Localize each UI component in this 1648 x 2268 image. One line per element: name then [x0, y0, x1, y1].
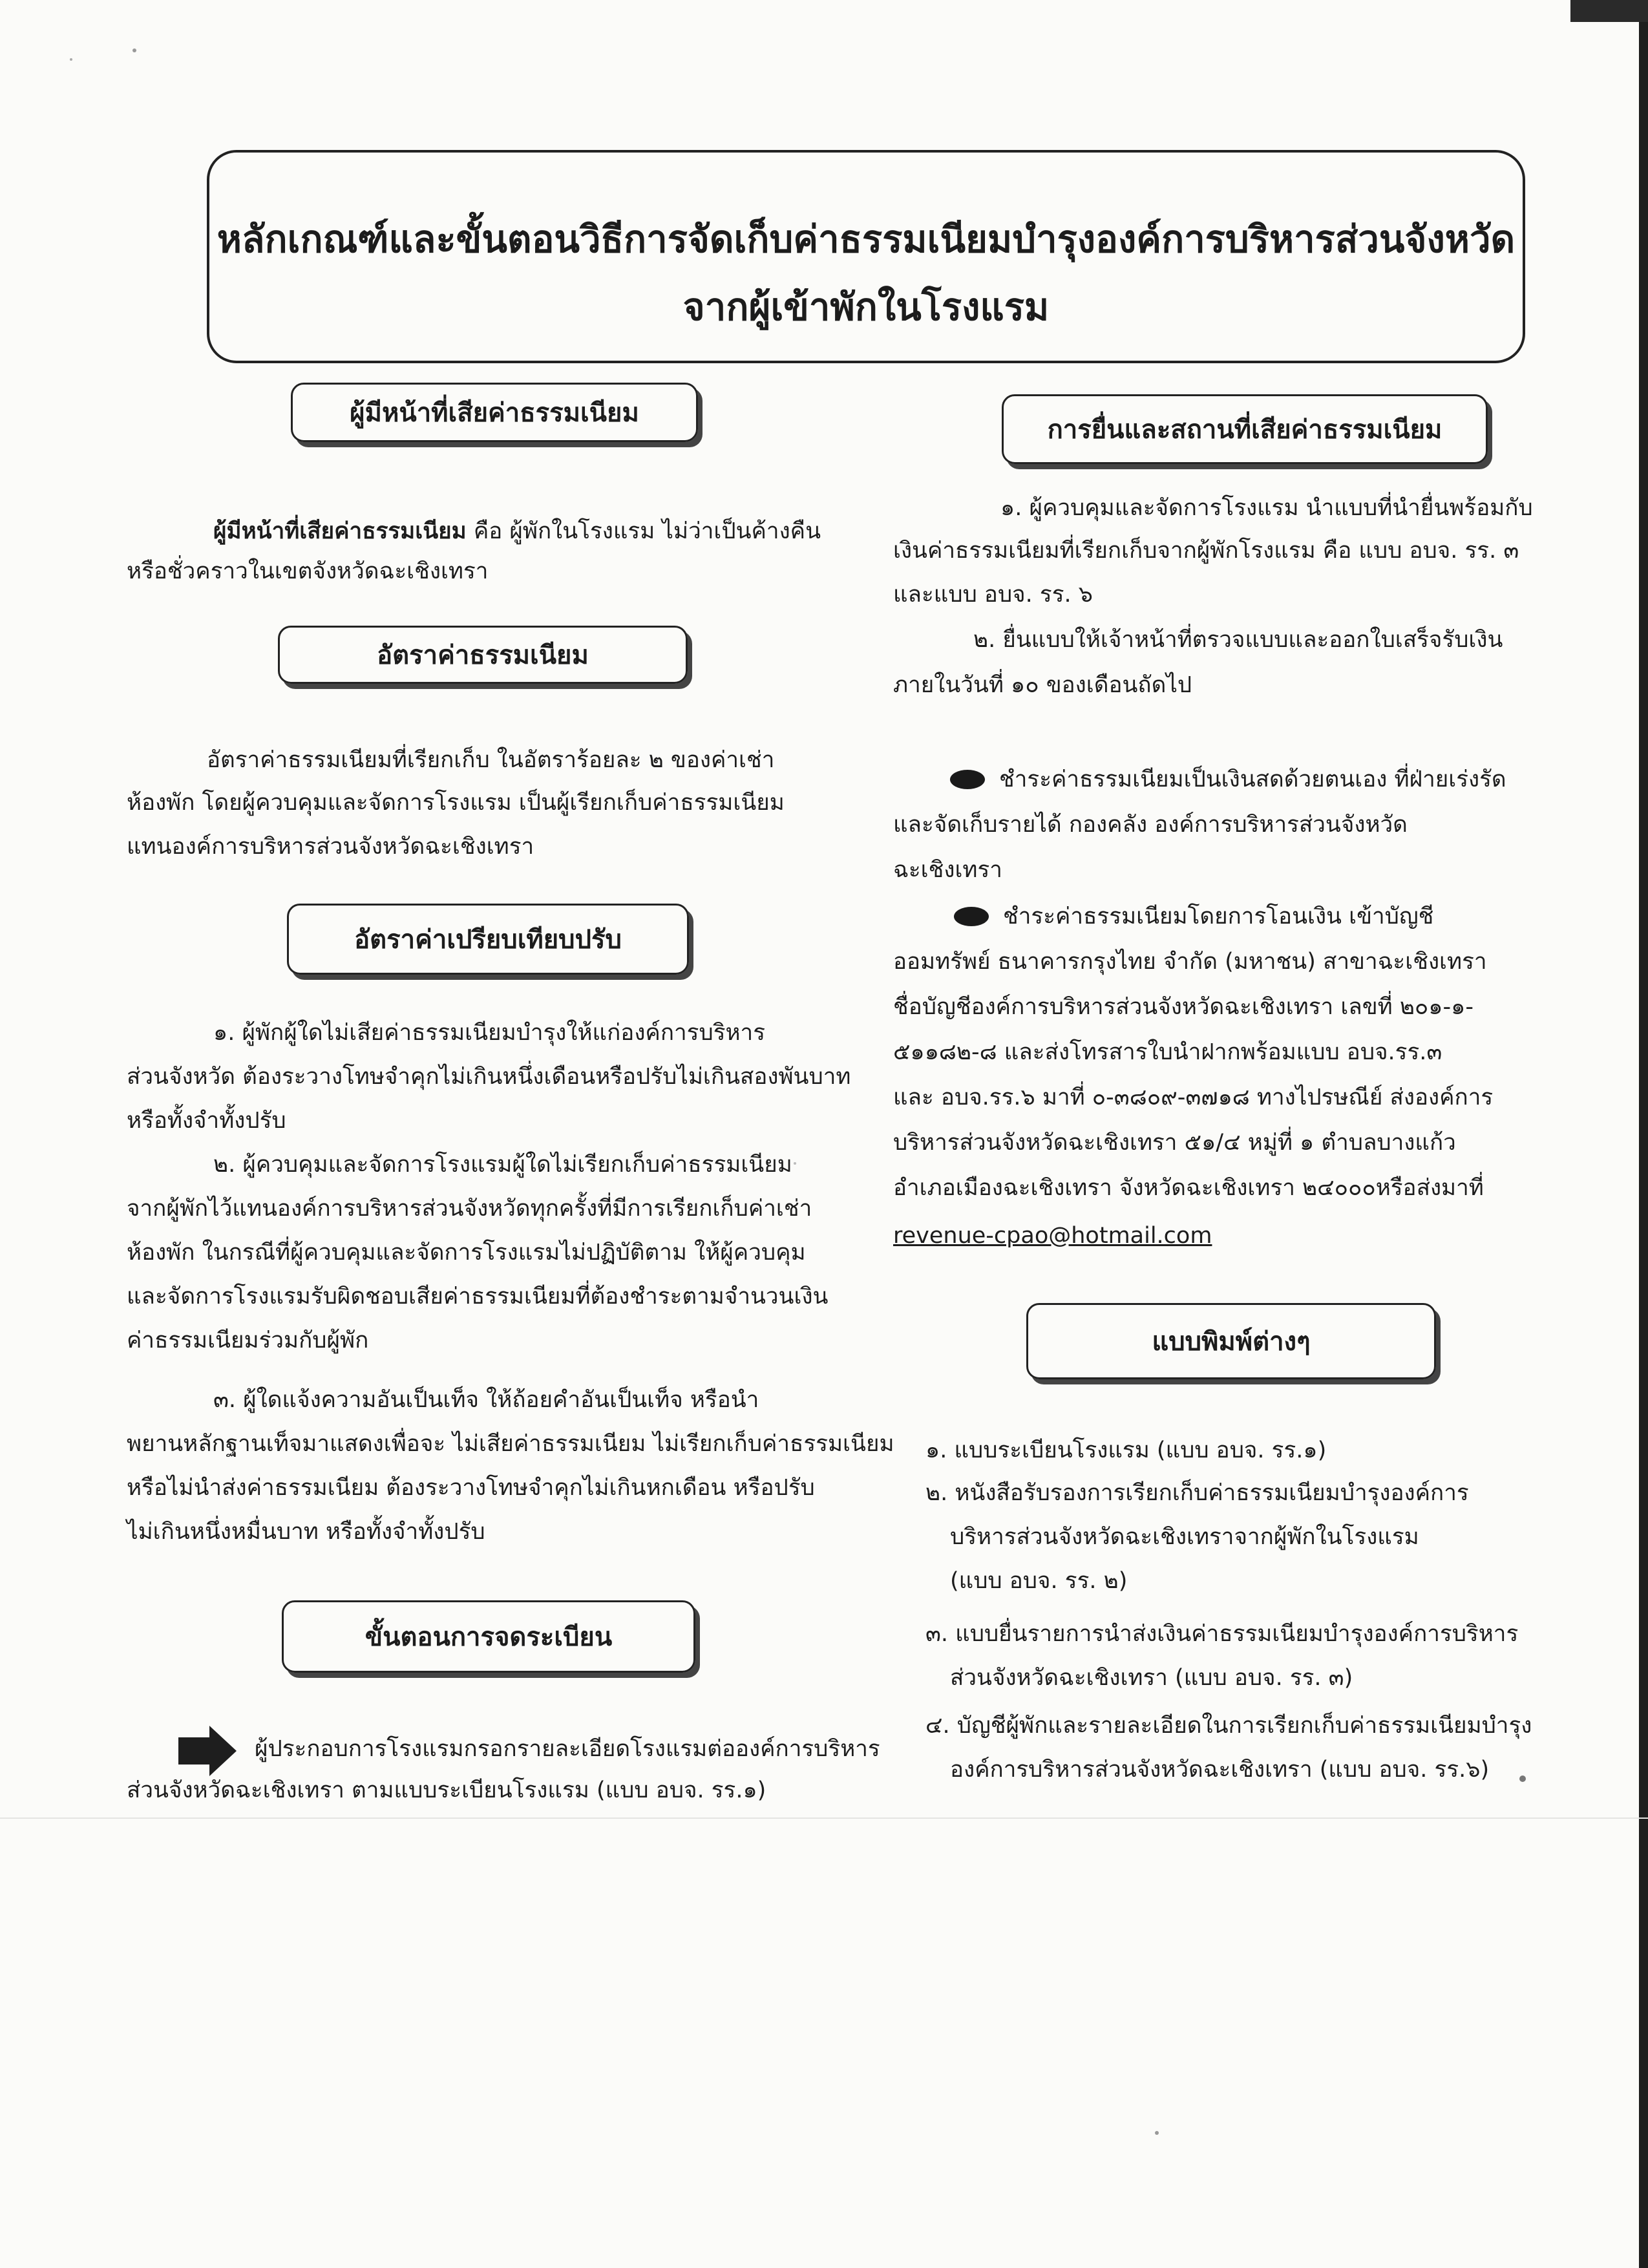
speck	[794, 1162, 796, 1165]
transfer-text-line-2: ออมทรัพย์ ธนาคารกรุงไทย จำกัด (มหาชน) สาขาฉะเชิงเทรา	[893, 949, 1487, 975]
forms-item-4-line-1: ๔. บัญชีผู้พักและรายละเอียดในการเรียกเก็บค่าธรรมเนียมบำรุง	[925, 1713, 1532, 1739]
section-heading-forms: แบบพิมพ์ต่างๆ	[1026, 1303, 1436, 1379]
forms-item-1: ๑. แบบระเบียนโรงแรม (แบบ อบจ. รร.๑)	[925, 1437, 1327, 1463]
speck	[70, 58, 72, 61]
fine-text-line-11: หรือไม่นำส่งค่าธรรมเนียม ต้องระวางโทษจำคุกไม่เกินหกเดือน หรือปรับ	[127, 1475, 815, 1501]
forms-item-2-line-3: (แบบ อบจ. รร. ๒)	[950, 1568, 1128, 1594]
forms-item-3-line-1: ๓. แบบยื่นรายการนำส่งเงินค่าธรรมเนียมบำรุงองค์การบริหาร	[925, 1621, 1519, 1647]
transfer-text-line-6: บริหารส่วนจังหวัดฉะเชิงเทรา ๕๑/๔ หมู่ที่ ๑ ตำบลบางแก้ว	[893, 1130, 1456, 1156]
filing-text-line-3: และแบบ อบจ. รร. ๖	[893, 582, 1093, 608]
fine-text-line-7: และจัดการโรงแรมรับผิดชอบเสียค่าธรรมเนียมที่ต้องชำระตามจำนวนเงิน	[127, 1284, 829, 1309]
speck	[132, 48, 136, 52]
payer-term: ผู้มีหน้าที่เสียค่าธรรมเนียม	[213, 518, 467, 544]
fine-text-line-2: ส่วนจังหวัด ต้องระวางโทษจำคุกไม่เกินหนึ่งเดือนหรือปรับไม่เกินสองพันบาท	[127, 1064, 851, 1090]
speck	[1519, 1775, 1526, 1782]
fine-text-line-12: ไม่เกินหนึ่งหมื่นบาท หรือทั้งจำทั้งปรับ	[127, 1519, 485, 1545]
fine-text-line-9: ๓. ผู้ใดแจ้งความอันเป็นเท็จ ให้ถ้อยคำอันเป็นเท็จ หรือนำ	[213, 1387, 759, 1413]
document-title-line-2: จากผู้เข้าพักในโรงแรม	[682, 285, 1050, 329]
section-heading-payer: ผู้มีหน้าที่เสียค่าธรรมเนียม	[291, 383, 698, 442]
payer-text-line-2: หรือชั่วคราวในเขตจังหวัดฉะเชิงเทรา	[127, 558, 489, 584]
forms-item-3-line-2: ส่วนจังหวัดฉะเชิงเทรา (แบบ อบจ. รร. ๓)	[950, 1665, 1353, 1691]
section-heading-filing: การยื่นและสถานที่เสียค่าธรรมเนียม	[1002, 394, 1488, 464]
transfer-text: ชำระค่าธรรมเนียมโดยการโอนเงิน เข้าบัญชี	[1003, 904, 1434, 929]
payer-definition: คือ ผู้พักในโรงแรม ไม่ว่าเป็นค้างคืน	[466, 518, 821, 544]
register-text-line-2: ส่วนจังหวัดฉะเชิงเทรา ตามแบบระเบียนโรงแรม (แบบ อบจ. รร.๑)	[127, 1777, 766, 1803]
transfer-text-line-5: และ อบจ.รร.๖ มาที่ ๐-๓๘๐๙-๓๗๑๘ ทางไปรษณีย์ ส่งองค์การ	[893, 1085, 1494, 1110]
rate-text-line-3: แทนองค์การบริหารส่วนจังหวัดฉะเชิงเทรา	[127, 834, 534, 860]
fine-text-line-8: ค่าธรรมเนียมร่วมกับผู้พัก	[127, 1328, 369, 1353]
transfer-text-line-7: อำเภอเมืองฉะเชิงเทรา จังหวัดฉะเชิงเทรา ๒๔๐๐๐หรือส่งมาที่	[893, 1175, 1484, 1201]
cash-text: ชำระค่าธรรมเนียมเป็นเงินสดด้วยตนเอง ที่ฝ่ายเร่งรัด	[999, 767, 1506, 792]
transfer-text-line-4: ๕๑๑๘๒-๘ และส่งโทรสารใบนำฝากพร้อมแบบ อบจ.รร.๓	[893, 1039, 1442, 1065]
document-title-line-1: หลักเกณฑ์และขั้นตอนวิธีการจัดเก็บค่าธรรมเนียมบำรุงองค์การบริหารส่วนจังหวัด	[217, 217, 1516, 261]
rate-text-line-1: อัตราค่าธรรมเนียมที่เรียกเก็บ ในอัตราร้อยละ ๒ ของค่าเช่า	[207, 747, 775, 773]
forms-item-2-line-2: บริหารส่วนจังหวัดฉะเชิงเทราจากผู้พักในโรงแรม	[950, 1524, 1419, 1550]
speck	[1155, 2131, 1159, 2135]
fine-text-line-5: จากผู้พักไว้แทนองค์การบริหารส่วนจังหวัดทุกครั้งที่มีการเรียกเก็บค่าเช่า	[127, 1196, 812, 1222]
filing-text-line-2: เงินค่าธรรมเนียมที่เรียกเก็บจากผู้พักโรงแรม คือ แบบ อบจ. รร. ๓	[893, 538, 1519, 564]
filing-text-line-4: ๒. ยื่นแบบให้เจ้าหน้าที่ตรวจแบบและออกใบเสร็จรับเงิน	[973, 627, 1503, 653]
forms-item-4-line-2: องค์การบริหารส่วนจังหวัดฉะเชิงเทรา (แบบ อบจ. รร.๖)	[950, 1757, 1490, 1783]
section-heading-fine: อัตราค่าเปรียบเทียบปรับ	[287, 904, 689, 975]
filing-text-line-1: ๑. ผู้ควบคุมและจัดการโรงแรม นำแบบที่นำยื่นพร้อมกับ	[1000, 495, 1533, 521]
email-link[interactable]: revenue-cpao@hotmail.com	[893, 1223, 1212, 1249]
fine-text-line-10: พยานหลักฐานเท็จมาแสดงเพื่อจะ ไม่เสียค่าธรรมเนียม ไม่เรียกเก็บค่าธรรมเนียม	[127, 1431, 894, 1457]
fine-text-line-3: หรือทั้งจำทั้งปรับ	[127, 1108, 286, 1134]
cash-text-line-2: และจัดเก็บรายได้ กองคลัง องค์การบริหารส่วนจังหวัด	[893, 812, 1408, 838]
section-heading-rate: อัตราค่าธรรมเนียม	[278, 626, 688, 684]
cash-text-line-3: ฉะเชิงเทรา	[893, 857, 1002, 883]
rate-text-line-2: ห้องพัก โดยผู้ควบคุมและจัดการโรงแรม เป็นผู้เรียกเก็บค่าธรรมเนียม	[127, 790, 785, 816]
section-heading-register: ขั้นตอนการจดระเบียน	[282, 1600, 695, 1673]
register-text-line-1: ผู้ประกอบการโรงแรมกรอกรายละเอียดโรงแรมต่อองค์การบริหาร	[255, 1736, 880, 1762]
fine-text-line-1: ๑. ผู้พักผู้ใดไม่เสียค่าธรรมเนียมบำรุงให้แก่องค์การบริหาร	[213, 1020, 766, 1046]
filing-text-line-5: ภายในวันที่ ๑๐ ของเดือนถัดไป	[893, 672, 1192, 698]
forms-item-2-line-1: ๒. หนังสือรับรองการเรียกเก็บค่าธรรมเนียมบำรุงองค์การ	[925, 1480, 1469, 1506]
fine-text-line-6: ห้องพัก ในกรณีที่ผู้ควบคุมและจัดการโรงแรมไม่ปฏิบัติตาม ให้ผู้ควบคุม	[127, 1240, 806, 1266]
fine-text-line-4: ๒. ผู้ควบคุมและจัดการโรงแรมผู้ใดไม่เรียกเก็บค่าธรรมเนียม	[213, 1152, 792, 1178]
transfer-text-line-3: ชื่อบัญชีองค์การบริหารส่วนจังหวัดฉะเชิงเทรา เลขที่ ๒๐๑-๑-	[893, 994, 1474, 1020]
